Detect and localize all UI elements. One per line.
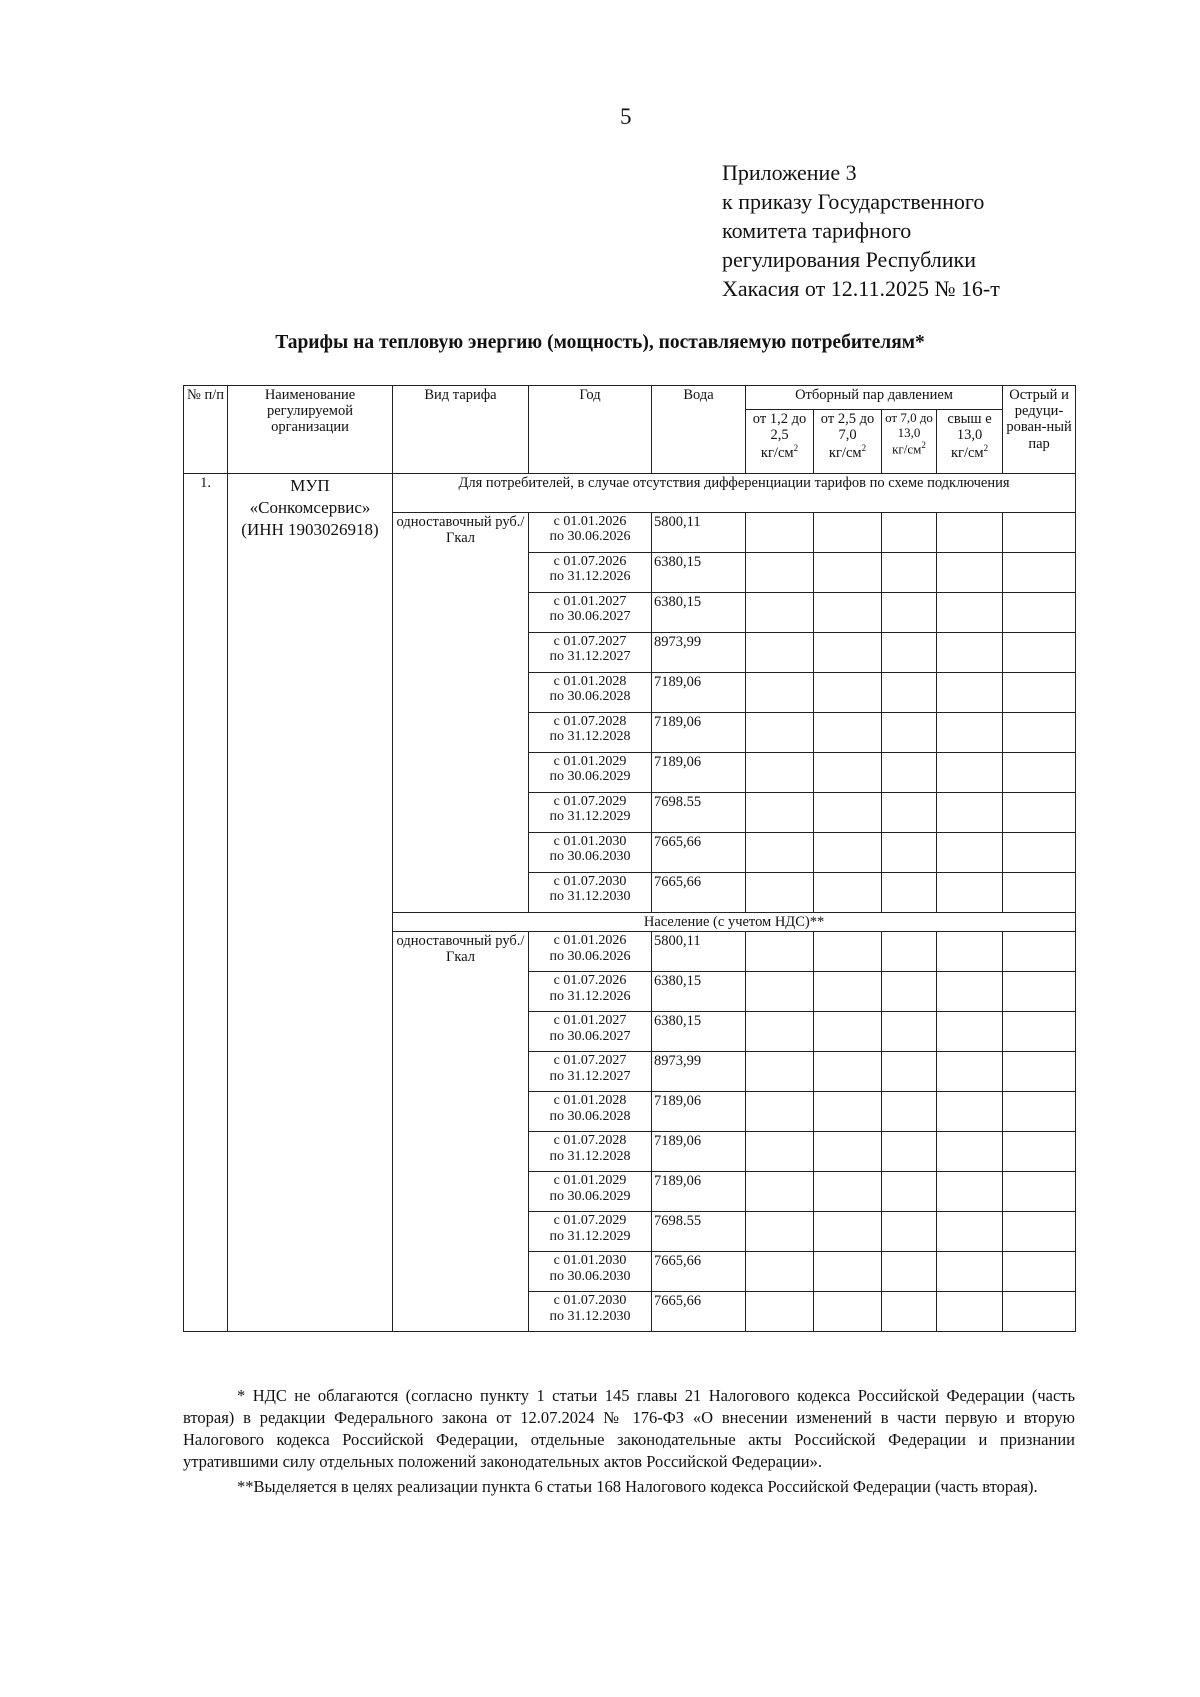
empty-cell bbox=[814, 873, 882, 913]
empty-cell bbox=[814, 1052, 882, 1092]
water-value: 7698.55 bbox=[652, 793, 746, 833]
header-steam-group: Отборный пар давлением bbox=[746, 386, 1003, 410]
empty-cell bbox=[1003, 1012, 1076, 1052]
header-water: Вода bbox=[652, 386, 746, 474]
period-cell: с 01.07.2030 по 31.12.2030 bbox=[529, 1292, 652, 1332]
period-cell: с 01.01.2026 по 30.06.2026 bbox=[529, 513, 652, 553]
empty-cell bbox=[882, 1012, 937, 1052]
empty-cell bbox=[937, 713, 1003, 753]
empty-cell bbox=[1003, 1212, 1076, 1252]
empty-cell bbox=[937, 1012, 1003, 1052]
empty-cell bbox=[814, 972, 882, 1012]
row-number: 1. bbox=[184, 474, 228, 1332]
water-value: 8973,99 bbox=[652, 1052, 746, 1092]
table-body bbox=[184, 474, 1076, 1332]
empty-cell bbox=[746, 1052, 814, 1092]
period-cell: с 01.01.2029 по 30.06.2029 bbox=[529, 1172, 652, 1212]
water-value: 7189,06 bbox=[652, 1092, 746, 1132]
table-row bbox=[184, 474, 1076, 513]
empty-cell bbox=[746, 713, 814, 753]
period-cell: с 01.07.2029 по 31.12.2029 bbox=[529, 1212, 652, 1252]
header-year: Год bbox=[529, 386, 652, 474]
group-heading: Население (с учетом НДС)** bbox=[393, 913, 1076, 932]
empty-cell bbox=[814, 753, 882, 793]
appendix-line: Хакасия от 12.11.2025 № 16-т bbox=[722, 276, 1000, 301]
water-value: 7189,06 bbox=[652, 713, 746, 753]
empty-cell bbox=[814, 1212, 882, 1252]
empty-cell bbox=[882, 633, 937, 673]
empty-cell bbox=[814, 593, 882, 633]
empty-cell bbox=[937, 873, 1003, 913]
appendix-line: Приложение 3 bbox=[722, 160, 857, 185]
appendix-line: к приказу Государственного bbox=[722, 189, 985, 214]
header-steam-col: свыш е 13,0 $кг/см^2$ bbox=[937, 410, 1003, 474]
empty-cell bbox=[937, 593, 1003, 633]
empty-cell bbox=[882, 593, 937, 633]
header-organization: Наименование регулируемой организации bbox=[228, 386, 393, 474]
water-value: 5800,11 bbox=[652, 513, 746, 553]
empty-cell bbox=[814, 1292, 882, 1332]
header-tariff-type: Вид тарифа bbox=[393, 386, 529, 474]
water-value: 5800,11 bbox=[652, 932, 746, 972]
empty-cell bbox=[882, 1052, 937, 1092]
empty-cell bbox=[1003, 593, 1076, 633]
header-number: № п/п bbox=[184, 386, 228, 474]
empty-cell bbox=[1003, 673, 1076, 713]
empty-cell bbox=[1003, 833, 1076, 873]
period-cell: с 01.07.2026 по 31.12.2026 bbox=[529, 553, 652, 593]
empty-cell bbox=[814, 1252, 882, 1292]
empty-cell bbox=[814, 932, 882, 972]
empty-cell bbox=[882, 1172, 937, 1212]
empty-cell bbox=[1003, 1172, 1076, 1212]
period-cell: с 01.01.2026 по 30.06.2026 bbox=[529, 932, 652, 972]
empty-cell bbox=[1003, 1252, 1076, 1292]
water-value: 7665,66 bbox=[652, 1292, 746, 1332]
empty-cell bbox=[937, 1292, 1003, 1332]
empty-cell bbox=[1003, 793, 1076, 833]
empty-cell bbox=[746, 1252, 814, 1292]
empty-cell bbox=[746, 1172, 814, 1212]
tariff-type: одноставочный руб./Гкал bbox=[393, 513, 529, 913]
empty-cell bbox=[814, 553, 882, 593]
period-cell: с 01.07.2029 по 31.12.2029 bbox=[529, 793, 652, 833]
empty-cell bbox=[1003, 713, 1076, 753]
empty-cell bbox=[814, 1132, 882, 1172]
empty-cell bbox=[1003, 932, 1076, 972]
document-title: Тарифы на тепловую энергию (мощность), поставляемую потребителям* bbox=[275, 332, 925, 353]
water-value: 8973,99 bbox=[652, 633, 746, 673]
water-value: 7665,66 bbox=[652, 873, 746, 913]
empty-cell bbox=[882, 833, 937, 873]
empty-cell bbox=[937, 972, 1003, 1012]
empty-cell bbox=[1003, 1292, 1076, 1332]
empty-cell bbox=[1003, 753, 1076, 793]
water-value: 6380,15 bbox=[652, 972, 746, 1012]
empty-cell bbox=[746, 633, 814, 673]
empty-cell bbox=[1003, 633, 1076, 673]
water-value: 7698.55 bbox=[652, 1212, 746, 1252]
water-value: 7665,66 bbox=[652, 1252, 746, 1292]
empty-cell bbox=[746, 553, 814, 593]
header-steam-col: от 7,0 до 13,0 $кг/см^2$ bbox=[882, 410, 937, 474]
empty-cell bbox=[746, 1132, 814, 1172]
water-value: 7189,06 bbox=[652, 673, 746, 713]
empty-cell bbox=[746, 1092, 814, 1132]
empty-cell bbox=[937, 932, 1003, 972]
header-steam-col: от 2,5 до 7,0 $кг/см^2$ bbox=[814, 410, 882, 474]
footnotes bbox=[183, 1385, 1075, 1501]
empty-cell bbox=[882, 1132, 937, 1172]
empty-cell bbox=[1003, 1092, 1076, 1132]
empty-cell bbox=[1003, 1052, 1076, 1092]
period-cell: с 01.07.2026 по 31.12.2026 bbox=[529, 972, 652, 1012]
page-number: 5 bbox=[620, 104, 632, 129]
period-cell: с 01.07.2030 по 31.12.2030 bbox=[529, 873, 652, 913]
empty-cell bbox=[937, 1212, 1003, 1252]
period-cell: с 01.07.2027 по 31.12.2027 bbox=[529, 633, 652, 673]
empty-cell bbox=[1003, 972, 1076, 1012]
header-steam-col: от 1,2 до 2,5 $кг/см^2$ bbox=[746, 410, 814, 474]
empty-cell bbox=[814, 1012, 882, 1052]
water-value: 7665,66 bbox=[652, 833, 746, 873]
empty-cell bbox=[814, 713, 882, 753]
empty-cell bbox=[937, 793, 1003, 833]
empty-cell bbox=[882, 1292, 937, 1332]
period-cell: с 01.07.2027 по 31.12.2027 bbox=[529, 1052, 652, 1092]
empty-cell bbox=[882, 972, 937, 1012]
empty-cell bbox=[814, 673, 882, 713]
empty-cell bbox=[937, 1052, 1003, 1092]
empty-cell bbox=[882, 753, 937, 793]
empty-cell bbox=[1003, 1132, 1076, 1172]
water-value: 7189,06 bbox=[652, 1132, 746, 1172]
empty-cell bbox=[937, 633, 1003, 673]
tariff-type: одноставочный руб./Гкал bbox=[393, 932, 529, 1332]
period-cell: с 01.07.2028 по 31.12.2028 bbox=[529, 1132, 652, 1172]
empty-cell bbox=[746, 793, 814, 833]
appendix-line: регулирования Республики bbox=[722, 247, 976, 272]
empty-cell bbox=[937, 1252, 1003, 1292]
group-heading: Для потребителей, в случае отсутствия дифференциации тарифов по схеме подключения bbox=[393, 474, 1076, 513]
footnote: * НДС не облагаются (согласно пункту 1 статьи 145 главы 21 Налогового кодекса Российской Федерации (часть вторая) в редакции Федерального закона от 12.07.2024 № 176-ФЗ «О внесении изменений в части первую и вторую Налогового кодекса Российской Федерации, отдельные законодательные акты Российской Федерации и признании утратившими силу отдельных положений законодательных актов Российской Федерации». bbox=[183, 1386, 1075, 1471]
empty-cell bbox=[937, 513, 1003, 553]
empty-cell bbox=[882, 1212, 937, 1252]
empty-cell bbox=[746, 833, 814, 873]
empty-cell bbox=[882, 932, 937, 972]
empty-cell bbox=[882, 513, 937, 553]
empty-cell bbox=[882, 873, 937, 913]
empty-cell bbox=[882, 673, 937, 713]
empty-cell bbox=[814, 793, 882, 833]
empty-cell bbox=[746, 972, 814, 1012]
appendix-line: комитета тарифного bbox=[722, 218, 912, 243]
empty-cell bbox=[937, 1172, 1003, 1212]
empty-cell bbox=[937, 753, 1003, 793]
empty-cell bbox=[882, 793, 937, 833]
empty-cell bbox=[746, 593, 814, 633]
empty-cell bbox=[937, 833, 1003, 873]
empty-cell bbox=[814, 1092, 882, 1132]
empty-cell bbox=[746, 753, 814, 793]
footnote: **Выделяется в целях реализации пункта 6 статьи 168 Налогового кодекса Российской Федерации (часть вторая). bbox=[237, 1477, 1038, 1496]
period-cell: с 01.01.2027 по 30.06.2027 bbox=[529, 1012, 652, 1052]
empty-cell bbox=[814, 633, 882, 673]
empty-cell bbox=[814, 833, 882, 873]
water-value: 6380,15 bbox=[652, 1012, 746, 1052]
period-cell: с 01.01.2027 по 30.06.2027 bbox=[529, 593, 652, 633]
empty-cell bbox=[746, 513, 814, 553]
appendix-block bbox=[722, 158, 1000, 303]
period-cell: с 01.01.2030 по 30.06.2030 bbox=[529, 833, 652, 873]
empty-cell bbox=[1003, 553, 1076, 593]
empty-cell bbox=[746, 1012, 814, 1052]
header-sharp-steam: Острый и редуци-рован-ный пар bbox=[1003, 386, 1076, 474]
empty-cell bbox=[882, 1252, 937, 1292]
water-value: 6380,15 bbox=[652, 553, 746, 593]
empty-cell bbox=[746, 1212, 814, 1252]
tariff-table bbox=[183, 385, 1076, 1332]
empty-cell bbox=[882, 1092, 937, 1132]
period-cell: с 01.01.2028 по 30.06.2028 bbox=[529, 673, 652, 713]
water-value: 7189,06 bbox=[652, 1172, 746, 1212]
empty-cell bbox=[746, 1292, 814, 1332]
period-cell: с 01.01.2030 по 30.06.2030 bbox=[529, 1252, 652, 1292]
empty-cell bbox=[746, 673, 814, 713]
empty-cell bbox=[746, 932, 814, 972]
empty-cell bbox=[1003, 513, 1076, 553]
period-cell: с 01.01.2028 по 30.06.2028 bbox=[529, 1092, 652, 1132]
empty-cell bbox=[1003, 873, 1076, 913]
empty-cell bbox=[882, 553, 937, 593]
empty-cell bbox=[937, 673, 1003, 713]
empty-cell bbox=[746, 873, 814, 913]
empty-cell bbox=[882, 713, 937, 753]
water-value: 6380,15 bbox=[652, 593, 746, 633]
water-value: 7189,06 bbox=[652, 753, 746, 793]
empty-cell bbox=[937, 1092, 1003, 1132]
empty-cell bbox=[937, 1132, 1003, 1172]
empty-cell bbox=[814, 513, 882, 553]
period-cell: с 01.01.2029 по 30.06.2029 bbox=[529, 753, 652, 793]
empty-cell bbox=[937, 553, 1003, 593]
empty-cell bbox=[814, 1172, 882, 1212]
period-cell: с 01.07.2028 по 31.12.2028 bbox=[529, 713, 652, 753]
organization-name: МУП «Сонкомсервис» (ИНН 1903026918) bbox=[228, 474, 393, 1332]
